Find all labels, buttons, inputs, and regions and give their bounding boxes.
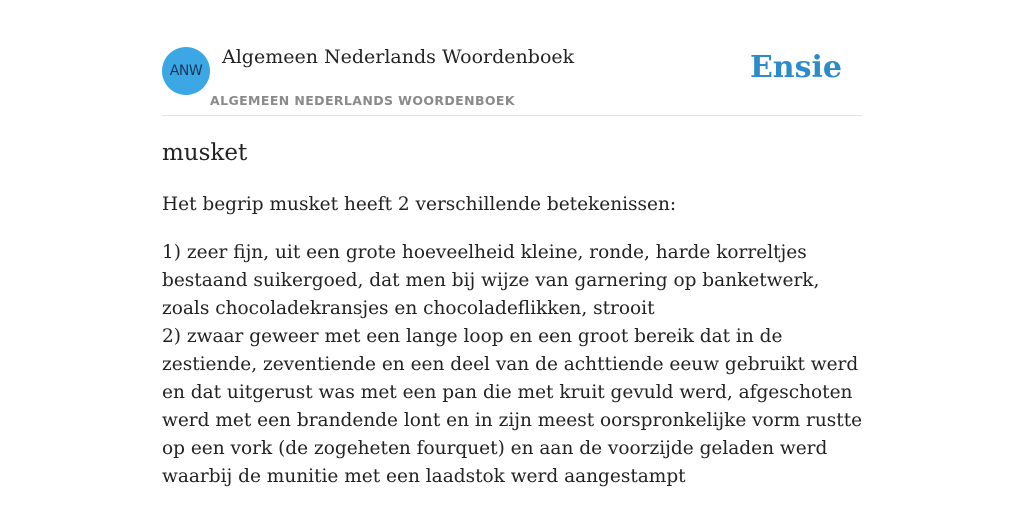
source-logo[interactable] xyxy=(162,47,210,95)
header xyxy=(162,0,862,116)
ensie-brand-logo[interactable]: Ensie xyxy=(749,50,842,85)
term-title: musket xyxy=(162,140,248,166)
definition-list xyxy=(162,239,864,491)
meanings-intro: Het begrip musket heeft 2 verschillende betekenissen: xyxy=(162,194,677,215)
source-subtitle: ALGEMEEN NEDERLANDS WOORDENBOEK xyxy=(210,93,515,108)
definition-item: 1) zeer fijn, uit een grote hoeveelheid kleine, ronde, harde korreltjes bestaand suikergoed, dat men bij wijze van garnering op banketwerk, zoals chocoladekransjes en chocoladeflikken, strooit xyxy=(162,242,820,319)
content-container xyxy=(162,0,863,487)
definition-item: 2) zwaar geweer met een lange loop en een groot bereik dat in de zestiende, zeventiende en een deel van de achttiende eeuw gebruikt werd en dat uitgerust was met een pan die met kruit gevuld werd, afgeschoten werd met een brandende lont en in zijn meest oorspronkelijke vorm rustte op een vork (de zogeheten fourquet) en aan de voorzijde geladen werd waarbij de munitie met een laadstok werd aangestampt xyxy=(162,326,863,487)
source-title-link[interactable]: Algemeen Nederlands Woordenboek xyxy=(222,46,575,68)
source-logo-text: ANW xyxy=(169,63,203,79)
